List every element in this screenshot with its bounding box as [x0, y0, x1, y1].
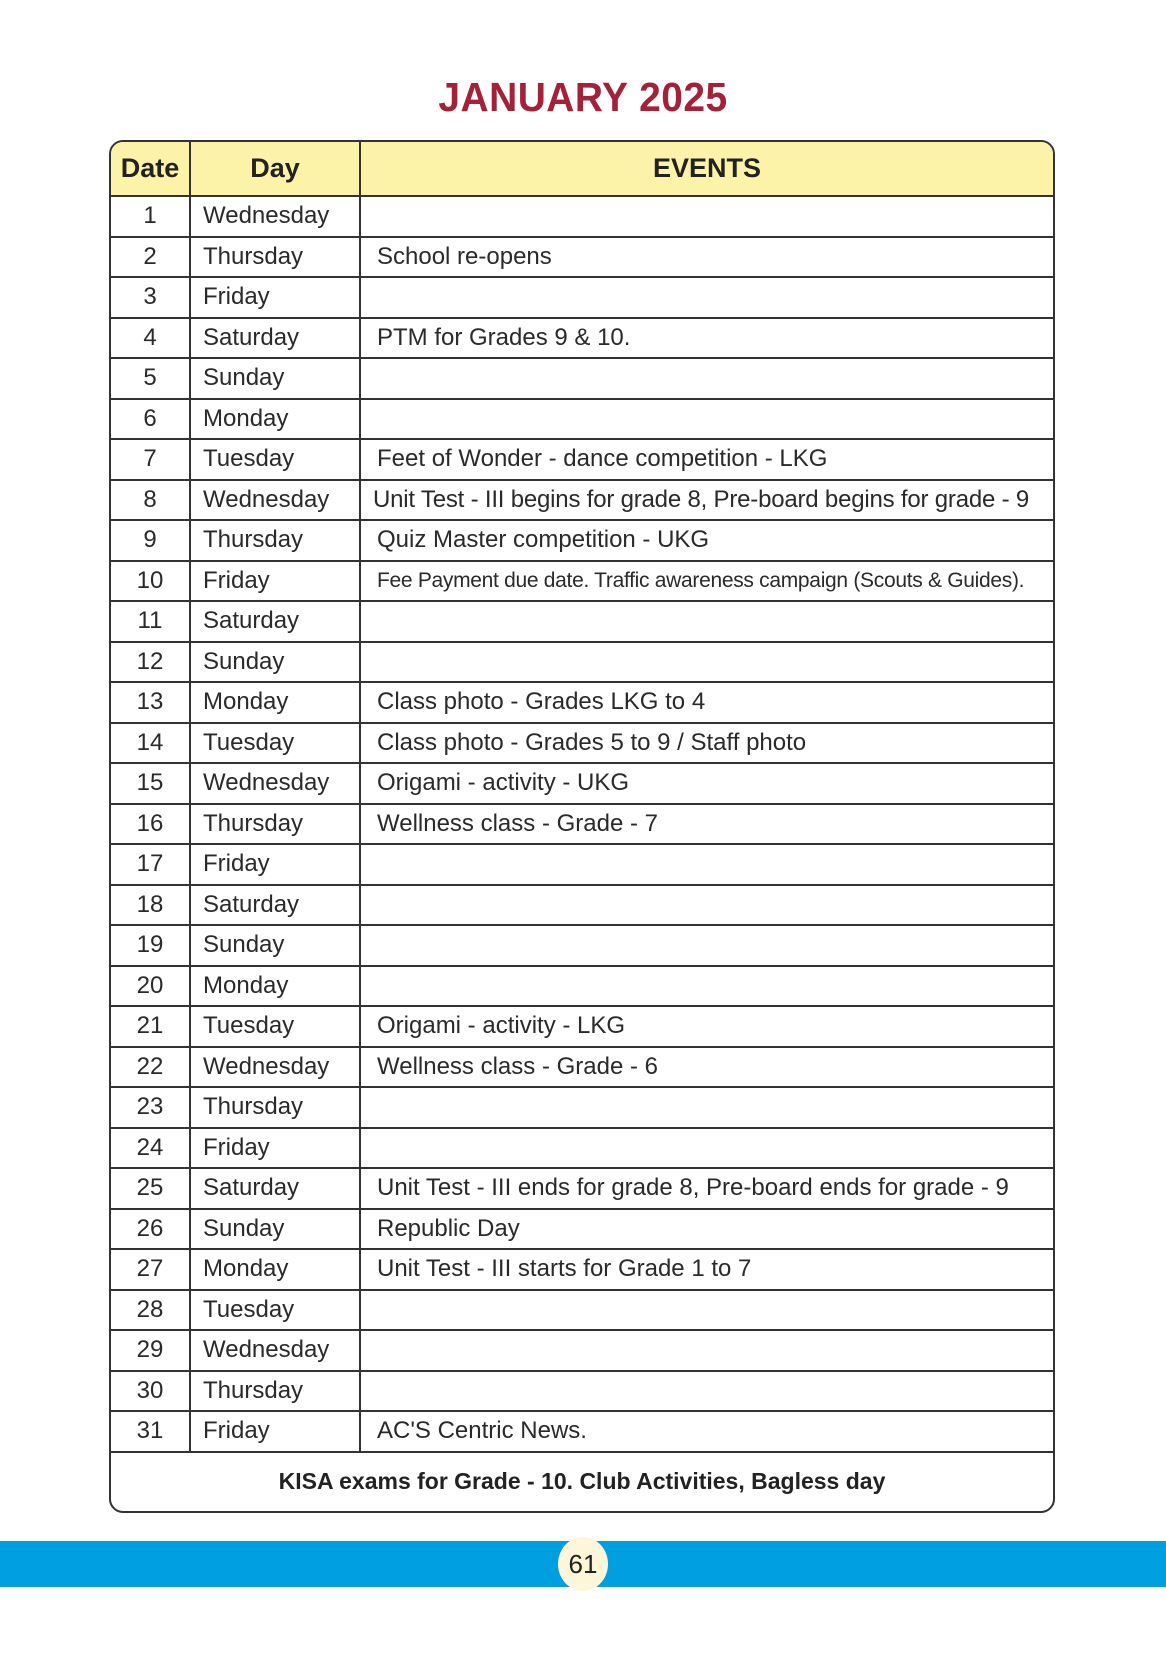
- header-date: Date: [111, 142, 191, 195]
- header-events: EVENTS: [652, 153, 762, 183]
- date-cell: 14: [111, 724, 191, 763]
- date-cell: 15: [111, 764, 191, 803]
- event-cell: PTM for Grades 9 & 10.: [377, 323, 631, 351]
- table-row: [111, 319, 1053, 360]
- date-cell: 25: [111, 1169, 191, 1208]
- event-cell: Wellness class - Grade - 6: [377, 1052, 658, 1080]
- day-cell: Sunday: [191, 926, 361, 965]
- day-cell: Wednesday: [191, 1331, 361, 1370]
- date-cell: 22: [111, 1048, 191, 1087]
- table-row: [111, 683, 1053, 724]
- table-row: [111, 845, 1053, 886]
- date-cell: 12: [111, 643, 191, 682]
- event-cell: [361, 845, 1053, 884]
- date-cell: 6: [111, 400, 191, 439]
- day-cell: Wednesday: [191, 197, 361, 236]
- table-row: [111, 562, 1053, 603]
- date-cell: 31: [111, 1412, 191, 1451]
- table-row: [111, 1169, 1053, 1210]
- table-row: [111, 886, 1053, 927]
- table-row: [111, 1129, 1053, 1170]
- event-cell: Origami - activity - UKG: [377, 769, 630, 797]
- day-cell: Saturday: [191, 886, 361, 925]
- event-cell: [361, 359, 1053, 398]
- table-row: [111, 805, 1053, 846]
- day-cell: Friday: [191, 845, 361, 884]
- event-cell: [361, 197, 1053, 236]
- day-cell: Thursday: [191, 1088, 361, 1127]
- table-row: [111, 278, 1053, 319]
- page-number-badge: 61: [558, 1537, 608, 1591]
- table-row: [111, 1007, 1053, 1048]
- day-cell: Tuesday: [191, 1007, 361, 1046]
- day-cell: Sunday: [191, 359, 361, 398]
- day-cell: Tuesday: [191, 440, 361, 479]
- date-cell: 24: [111, 1129, 191, 1168]
- event-cell: Wellness class - Grade - 7: [377, 809, 658, 837]
- table-row: [111, 1210, 1053, 1251]
- table-header: [111, 142, 1053, 197]
- date-cell: 29: [111, 1331, 191, 1370]
- event-cell: [361, 1331, 1053, 1370]
- event-cell: [361, 643, 1053, 682]
- date-cell: 1: [111, 197, 191, 236]
- date-cell: 13: [111, 683, 191, 722]
- event-cell: Feet of Wonder - dance competition - LKG: [377, 445, 828, 473]
- day-cell: Sunday: [191, 643, 361, 682]
- table-row: [111, 1250, 1053, 1291]
- header-day: Day: [191, 142, 361, 195]
- table-row: [111, 967, 1053, 1008]
- date-cell: 8: [111, 481, 191, 520]
- event-cell: [361, 967, 1053, 1006]
- event-cell: [361, 602, 1053, 641]
- table-row: [111, 1088, 1053, 1129]
- date-cell: 19: [111, 926, 191, 965]
- day-cell: Monday: [191, 967, 361, 1006]
- date-cell: 18: [111, 886, 191, 925]
- event-cell: [361, 926, 1053, 965]
- table-row: [111, 643, 1053, 684]
- event-cell: Class photo - Grades 5 to 9 / Staff photo: [377, 728, 807, 756]
- day-cell: Sunday: [191, 1210, 361, 1249]
- table-row: [111, 926, 1053, 967]
- event-cell: Unit Test - III begins for grade 8, Pre-board begins for grade - 9: [373, 485, 1030, 513]
- event-cell: [361, 278, 1053, 317]
- date-cell: 20: [111, 967, 191, 1006]
- table-row: [111, 359, 1053, 400]
- page-title: JANUARY 2025: [438, 74, 728, 120]
- event-cell: [361, 1372, 1053, 1411]
- date-cell: 4: [111, 319, 191, 358]
- date-cell: 11: [111, 602, 191, 641]
- day-cell: Monday: [191, 400, 361, 439]
- event-cell: [361, 886, 1053, 925]
- day-cell: Saturday: [191, 319, 361, 358]
- date-cell: 5: [111, 359, 191, 398]
- event-cell: Fee Payment due date. Traffic awareness campaign (Scouts & Guides).: [377, 568, 1025, 592]
- event-cell: Unit Test - III starts for Grade 1 to 7: [377, 1255, 752, 1283]
- footer-note: KISA exams for Grade - 10. Club Activities, Bagless day: [278, 1468, 886, 1494]
- table-row: [111, 1331, 1053, 1372]
- day-cell: Wednesday: [191, 481, 361, 520]
- event-cell: Origami - activity - LKG: [377, 1012, 626, 1040]
- event-cell: School re-opens: [377, 242, 552, 270]
- date-cell: 2: [111, 238, 191, 277]
- table-row: [111, 440, 1053, 481]
- table-row: [111, 238, 1053, 279]
- date-cell: 26: [111, 1210, 191, 1249]
- event-cell: AC'S Centric News.: [377, 1417, 587, 1445]
- table-body: [111, 197, 1053, 1453]
- day-cell: Thursday: [191, 1372, 361, 1411]
- date-cell: 23: [111, 1088, 191, 1127]
- table-row: [111, 602, 1053, 643]
- day-cell: Friday: [191, 1129, 361, 1168]
- date-cell: 17: [111, 845, 191, 884]
- day-cell: Tuesday: [191, 724, 361, 763]
- table-row: [111, 481, 1053, 522]
- day-cell: Thursday: [191, 238, 361, 277]
- day-cell: Saturday: [191, 1169, 361, 1208]
- event-cell: [361, 1129, 1053, 1168]
- date-cell: 30: [111, 1372, 191, 1411]
- day-cell: Monday: [191, 683, 361, 722]
- date-cell: 7: [111, 440, 191, 479]
- table-row: [111, 1412, 1053, 1453]
- day-cell: Tuesday: [191, 1291, 361, 1330]
- date-cell: 16: [111, 805, 191, 844]
- date-cell: 10: [111, 562, 191, 601]
- table-row: [111, 400, 1053, 441]
- event-cell: Class photo - Grades LKG to 4: [377, 688, 706, 716]
- day-cell: Wednesday: [191, 764, 361, 803]
- day-cell: Thursday: [191, 805, 361, 844]
- event-cell: Republic Day: [377, 1214, 520, 1242]
- table-row: [111, 764, 1053, 805]
- event-cell: Unit Test - III ends for grade 8, Pre-board ends for grade - 9: [377, 1174, 1009, 1202]
- event-cell: Quiz Master competition - UKG: [377, 526, 710, 554]
- day-cell: Wednesday: [191, 1048, 361, 1087]
- table-row: [111, 197, 1053, 238]
- day-cell: Friday: [191, 278, 361, 317]
- date-cell: 28: [111, 1291, 191, 1330]
- day-cell: Monday: [191, 1250, 361, 1289]
- table-row: [111, 1291, 1053, 1332]
- calendar-table: [109, 140, 1055, 1513]
- date-cell: 27: [111, 1250, 191, 1289]
- date-cell: 21: [111, 1007, 191, 1046]
- day-cell: Thursday: [191, 521, 361, 560]
- event-cell: [361, 1291, 1053, 1330]
- table-row: [111, 521, 1053, 562]
- day-cell: Friday: [191, 562, 361, 601]
- date-cell: 9: [111, 521, 191, 560]
- table-row: [111, 724, 1053, 765]
- day-cell: Saturday: [191, 602, 361, 641]
- day-cell: Friday: [191, 1412, 361, 1451]
- event-cell: [361, 400, 1053, 439]
- table-row: [111, 1372, 1053, 1413]
- date-cell: 3: [111, 278, 191, 317]
- table-row: [111, 1048, 1053, 1089]
- event-cell: [361, 1088, 1053, 1127]
